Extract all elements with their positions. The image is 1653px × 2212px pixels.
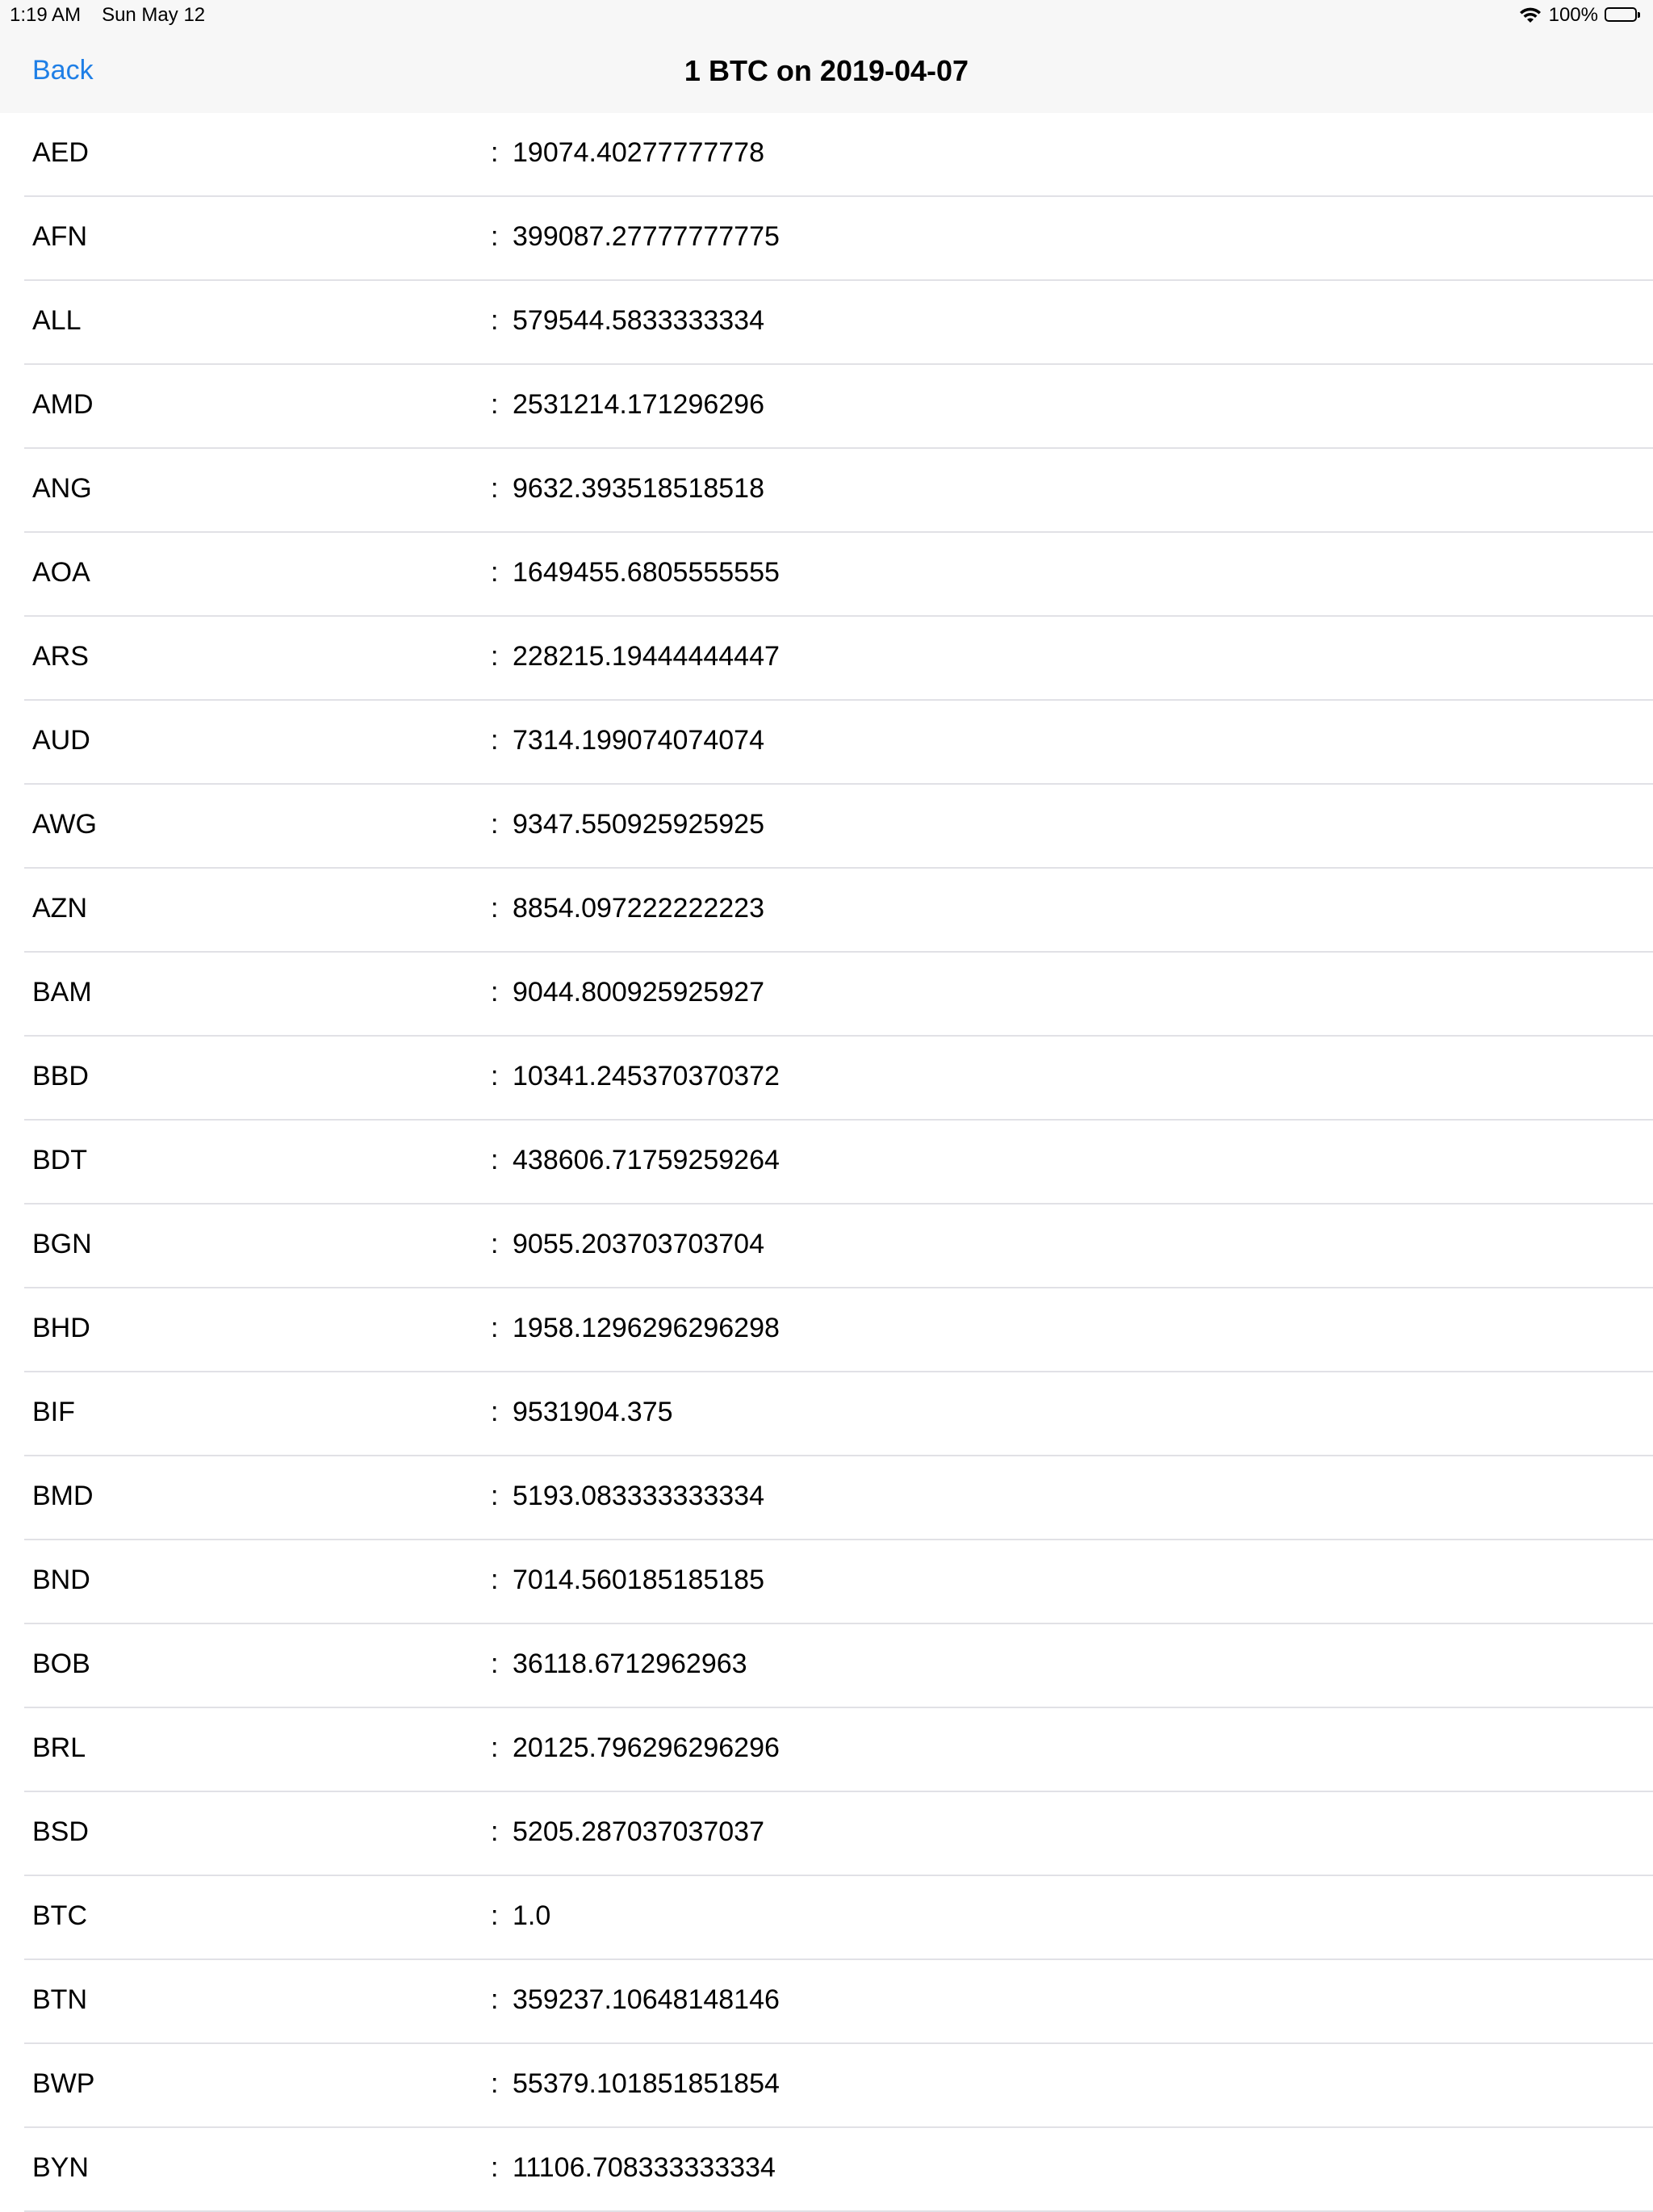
currency-code: ALL — [32, 305, 82, 336]
exchange-rate-value: 359237.10648148146 — [513, 1984, 780, 2015]
exchange-rate-value: 1.0 — [513, 1900, 551, 1931]
exchange-rate-value: 1958.1296296296298 — [513, 1313, 780, 1343]
page-title: 1 BTC on 2019-04-07 — [684, 54, 969, 87]
separator-colon: : — [491, 1481, 499, 1511]
currency-code: BTN — [32, 1984, 87, 2015]
currency-code: BND — [32, 1565, 90, 1595]
separator-colon: : — [491, 893, 499, 924]
exchange-rate-value: 228215.19444444447 — [513, 641, 780, 672]
currency-code: ANG — [32, 473, 92, 504]
separator-colon: : — [491, 137, 499, 168]
exchange-rate-value: 9044.800925925927 — [513, 977, 764, 1008]
currency-code: ARS — [32, 641, 89, 672]
exchange-rate-value: 399087.27777777775 — [513, 221, 780, 252]
table-row[interactable] — [24, 113, 1653, 197]
separator-colon: : — [491, 1313, 499, 1343]
currency-code: BMD — [32, 1481, 94, 1511]
exchange-rate-value: 20125.796296296296 — [513, 1732, 780, 1763]
exchange-rate-value: 2531214.171296296 — [513, 389, 764, 420]
wifi-icon — [1518, 6, 1542, 24]
currency-code: BAM — [32, 977, 92, 1008]
exchange-rate-value: 36118.6712962963 — [513, 1649, 747, 1679]
table-row[interactable] — [24, 1204, 1653, 1288]
table-row[interactable] — [24, 2128, 1653, 2212]
exchange-rate-value: 438606.71759259264 — [513, 1145, 780, 1175]
table-row[interactable] — [24, 1708, 1653, 1792]
separator-colon: : — [491, 473, 499, 504]
currency-code: AFN — [32, 221, 87, 252]
table-row[interactable] — [24, 1456, 1653, 1540]
separator-colon: : — [491, 1649, 499, 1679]
exchange-rate-value: 10341.245370370372 — [513, 1061, 780, 1091]
currency-code: BDT — [32, 1145, 87, 1175]
separator-colon: : — [491, 725, 499, 756]
table-row[interactable] — [24, 1960, 1653, 2044]
currency-code: BBD — [32, 1061, 89, 1091]
currency-code: BSD — [32, 1816, 89, 1847]
exchange-rate-value: 5205.287037037037 — [513, 1816, 764, 1847]
separator-colon: : — [491, 641, 499, 672]
table-row[interactable] — [24, 365, 1653, 449]
separator-colon: : — [491, 305, 499, 336]
table-row[interactable] — [24, 197, 1653, 281]
table-row[interactable] — [24, 1372, 1653, 1456]
separator-colon: : — [491, 1732, 499, 1763]
currency-code: BHD — [32, 1313, 90, 1343]
currency-code: AUD — [32, 725, 90, 756]
table-row[interactable] — [24, 449, 1653, 533]
currency-code: BIF — [32, 1397, 75, 1427]
exchange-rate-value: 9347.550925925925 — [513, 809, 764, 840]
navigation-bar — [0, 32, 1653, 113]
exchange-rate-value: 8854.097222222223 — [513, 893, 764, 924]
back-button[interactable]: Back — [32, 55, 94, 86]
table-row[interactable] — [24, 1624, 1653, 1708]
currency-code: AMD — [32, 389, 94, 420]
exchange-rate-value: 5193.083333333334 — [513, 1481, 764, 1511]
table-row[interactable] — [24, 1792, 1653, 1876]
currency-code: BWP — [32, 2068, 95, 2099]
separator-colon: : — [491, 1900, 499, 1931]
table-row[interactable] — [24, 1876, 1653, 1960]
currency-code: BRL — [32, 1732, 86, 1763]
table-row[interactable] — [24, 533, 1653, 617]
table-row[interactable] — [24, 869, 1653, 953]
table-row[interactable] — [24, 953, 1653, 1037]
separator-colon: : — [491, 2152, 499, 2183]
separator-colon: : — [491, 389, 499, 420]
exchange-rate-value: 9632.393518518518 — [513, 473, 764, 504]
exchange-rate-value: 55379.101851851854 — [513, 2068, 780, 2099]
status-left — [10, 4, 205, 27]
exchange-rate-value: 9531904.375 — [513, 1397, 673, 1427]
exchange-rate-value: 9055.203703703704 — [513, 1229, 764, 1259]
separator-colon: : — [491, 977, 499, 1008]
table-row[interactable] — [24, 1037, 1653, 1121]
separator-colon: : — [491, 1061, 499, 1091]
exchange-rate-value: 11106.708333333334 — [513, 2152, 776, 2183]
currency-code: BYN — [32, 2152, 89, 2183]
table-row[interactable] — [24, 1121, 1653, 1204]
separator-colon: : — [491, 1397, 499, 1427]
separator-colon: : — [491, 221, 499, 252]
exchange-rate-value: 19074.40277777778 — [513, 137, 764, 168]
status-date: Sun May 12 — [102, 4, 206, 26]
separator-colon: : — [491, 1229, 499, 1259]
table-row[interactable] — [24, 617, 1653, 701]
currency-code: BTC — [32, 1900, 87, 1931]
exchange-rate-value: 1649455.6805555555 — [513, 557, 780, 588]
separator-colon: : — [491, 809, 499, 840]
table-row[interactable] — [24, 1540, 1653, 1624]
status-right — [1518, 4, 1642, 27]
separator-colon: : — [491, 557, 499, 588]
table-row[interactable] — [24, 701, 1653, 785]
currency-code: AWG — [32, 809, 97, 840]
battery-icon — [1605, 7, 1642, 23]
exchange-rate-value: 7314.199074074074 — [513, 725, 764, 756]
exchange-rate-value: 579544.5833333334 — [513, 305, 764, 336]
separator-colon: : — [491, 1816, 499, 1847]
currency-code: AZN — [32, 893, 87, 924]
currency-code: BGN — [32, 1229, 92, 1259]
status-bar — [0, 0, 1653, 32]
exchange-rate-value: 7014.560185185185 — [513, 1565, 764, 1595]
currency-code: AOA — [32, 557, 90, 588]
table-row[interactable] — [24, 1288, 1653, 1372]
status-time: 1:19 AM — [10, 4, 82, 26]
currency-code: BOB — [32, 1649, 90, 1679]
table-row[interactable] — [24, 785, 1653, 869]
separator-colon: : — [491, 1145, 499, 1175]
table-row[interactable] — [24, 2044, 1653, 2128]
separator-colon: : — [491, 1565, 499, 1595]
separator-colon: : — [491, 2068, 499, 2099]
battery-percent: 100% — [1548, 4, 1598, 26]
rate-list[interactable] — [0, 113, 1653, 2212]
currency-code: AED — [32, 137, 89, 168]
separator-colon: : — [491, 1984, 499, 2015]
table-row[interactable] — [24, 281, 1653, 365]
